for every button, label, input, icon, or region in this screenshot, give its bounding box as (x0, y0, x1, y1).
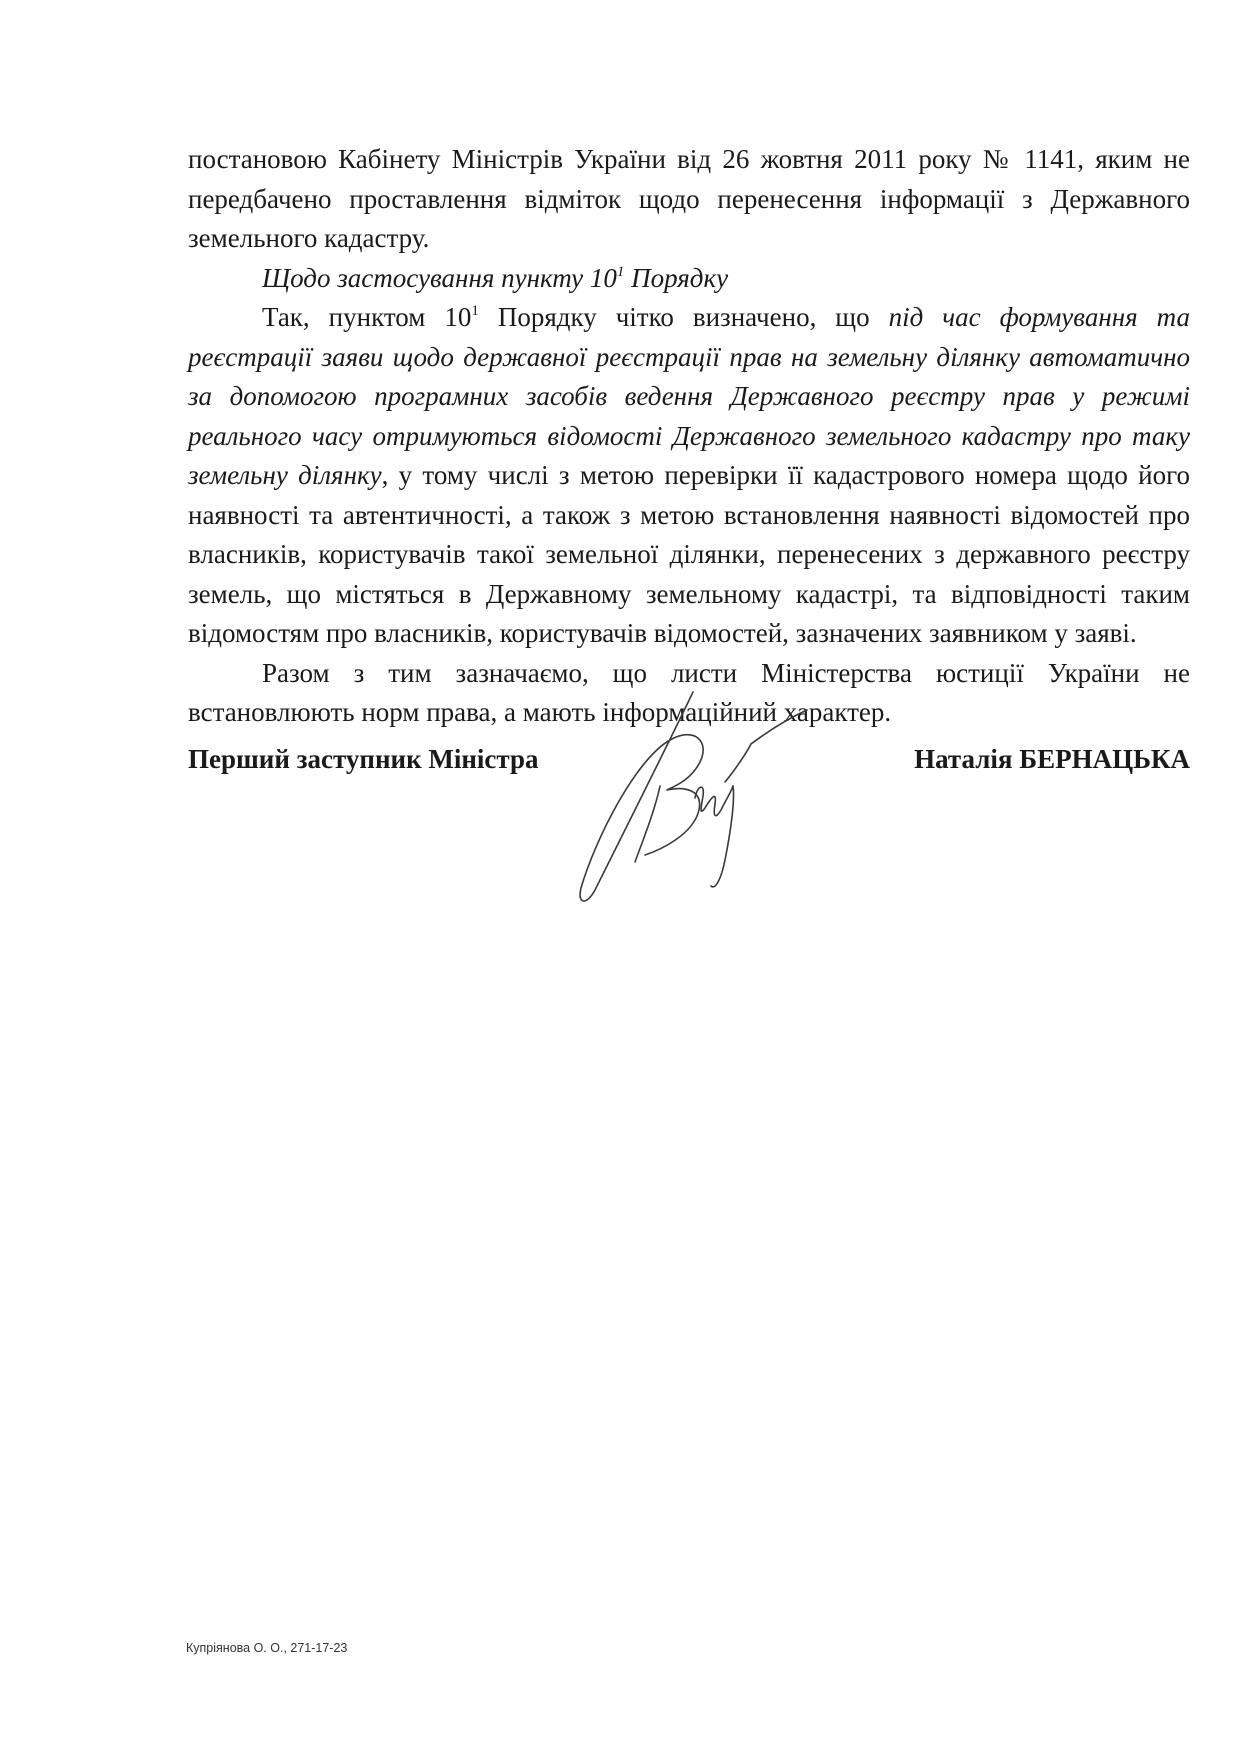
paragraph-clause-end: , у тому числі з метою перевірки її кадастрового номера щодо його наявності та автентичності, а також з метою встановлення наявності відомостей про власників, користувачів такої земельної ділянки, перенесених з державного реєстру земель, що містяться в Державному земельному кадастрі, та відповідності таким відомостям про власників, користувачів відомостей, зазначених заявником у заяві. (188, 460, 1190, 648)
paragraph-continuation: постановою Кабінету Міністрів України від 26 жовтня 2011 року № 1141, яким не передбачено проставлення відміток щодо перенесення інформації з Державного земельного кадастру. (188, 144, 1190, 253)
paragraph-clause-quote: під час формування та реєстрації заяви щодо державної реєстрації прав на земельну ділянку автоматично за допомогою програмних засобів ведення Державного реєстру прав у режимі реального часу отримуються відомості Державного земельного кадастру про таку земельну ділянку (188, 302, 1190, 490)
paragraph-clause-start: Так, пунктом 10 (262, 302, 472, 332)
section-heading-prefix: Щодо застосування пункту 10 (262, 262, 617, 293)
handwritten-signature (575, 690, 855, 910)
paragraph-conclusion: Разом з тим зазначаємо, що листи Міністерства юстиції України не встановлюють норм права, а мають інформаційний характер. (188, 657, 1190, 727)
section-heading (188, 259, 1190, 299)
paragraph-clause-explanation (188, 298, 1190, 654)
signer-name: Наталія БЕРНАЦЬКА (914, 744, 1190, 774)
letter-body (188, 140, 1190, 733)
section-heading-suffix: Порядку (624, 262, 729, 293)
executor-note: Купріянова О. О., 271-17-23 (186, 1641, 348, 1655)
signer-title: Перший заступник Міністра (188, 744, 539, 774)
paragraph-clause-superscript: 1 (471, 303, 479, 319)
paragraph-clause-mid: Порядку чітко визначено, що (478, 302, 889, 332)
section-heading-superscript: 1 (616, 263, 625, 280)
